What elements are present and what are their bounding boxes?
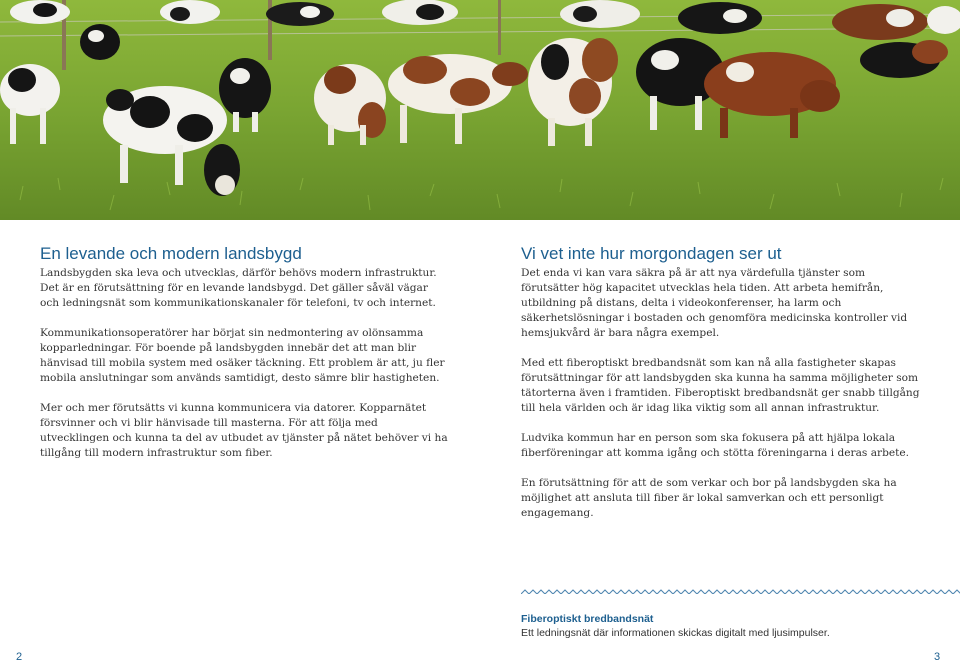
right-column <box>521 244 921 536</box>
cows-pasture-image <box>0 0 960 220</box>
right-paragraph-2: Med ett fiberoptiskt bredbandsnät som kan nå alla fastigheter skapas förutsättningar för att landsbygden ska kunna ha samma möjligheter som tätorterna även i framtiden. Fiberoptiskt bredbandsnät ger snabb tillgång till hela världen och är idag lika viktig som all annan infrastruktur. <box>521 357 920 414</box>
left-paragraph-2: Kommunikationsoperatörer har börjat sin nedmontering av olönsamma kopparledningar. För boende på landsbygden innebär det att man blir hänvisad till mobila system med osäker täckning. Ett problem är att, ju fler mobila anslutningar som används samtidigt, desto sämre blir hastigheten. <box>40 327 445 384</box>
left-heading: En levande och modern landsbygd <box>40 244 302 263</box>
right-paragraph-4: En förutsättning för att de som verkar och bor på landsbygden ska ha möjlighet att ansluta till fiber är lokal samverkan och ett personligt engagemang. <box>521 477 897 519</box>
right-heading: Vi vet inte hur morgondagen ser ut <box>521 244 782 263</box>
glossary-box <box>521 613 941 640</box>
left-paragraph-3: Mer och mer förutsätts vi kunna kommunicera via datorer. Kopparnätet försvinner och vi blir hänvisade till masterna. För att följa med utvecklingen och kunna ta del av utbudet av tjänster på nätet behöver vi ha tillgång till modern infrastruktur som fiber. <box>40 402 448 459</box>
decorative-chain-divider <box>521 584 960 594</box>
right-paragraph-1: Det enda vi kan vara säkra på är att nya värdefulla tjänster som förutsätter hög kapacitet utvecklas hela tiden. Att arbeta hemifrån, utbildning på distans, delta i videokonferenser, ha larm och säkerhetslösningar i bostaden och genomföra medicinska kontroller vid hemsjukvård är bara några exempel. <box>521 267 908 339</box>
page-number-right: 3 <box>934 651 941 663</box>
left-column <box>40 244 450 476</box>
glossary-definition: Ett ledningsnät där informationen skickas digitalt med ljusimpulser. <box>521 627 830 639</box>
left-paragraph-1: Landsbygden ska leva och utvecklas, därför behövs modern infrastruktur. Det är en förutsättning för en levande landsbygd. Det gäller såväl vägar och ledningsnät som kommunikationskanaler för telefoni, tv och internet. <box>40 267 437 309</box>
page-number-left: 2 <box>16 651 23 663</box>
chain-pattern <box>521 589 960 594</box>
cows-pasture-photo <box>0 0 960 220</box>
right-paragraph-3: Ludvika kommun har en person som ska fokusera på att hjälpa lokala fiberföreningar att komma igång och stötta föreningarna i deras arbete. <box>521 432 910 459</box>
glossary-term: Fiberoptiskt bredbandsnät <box>521 613 654 625</box>
